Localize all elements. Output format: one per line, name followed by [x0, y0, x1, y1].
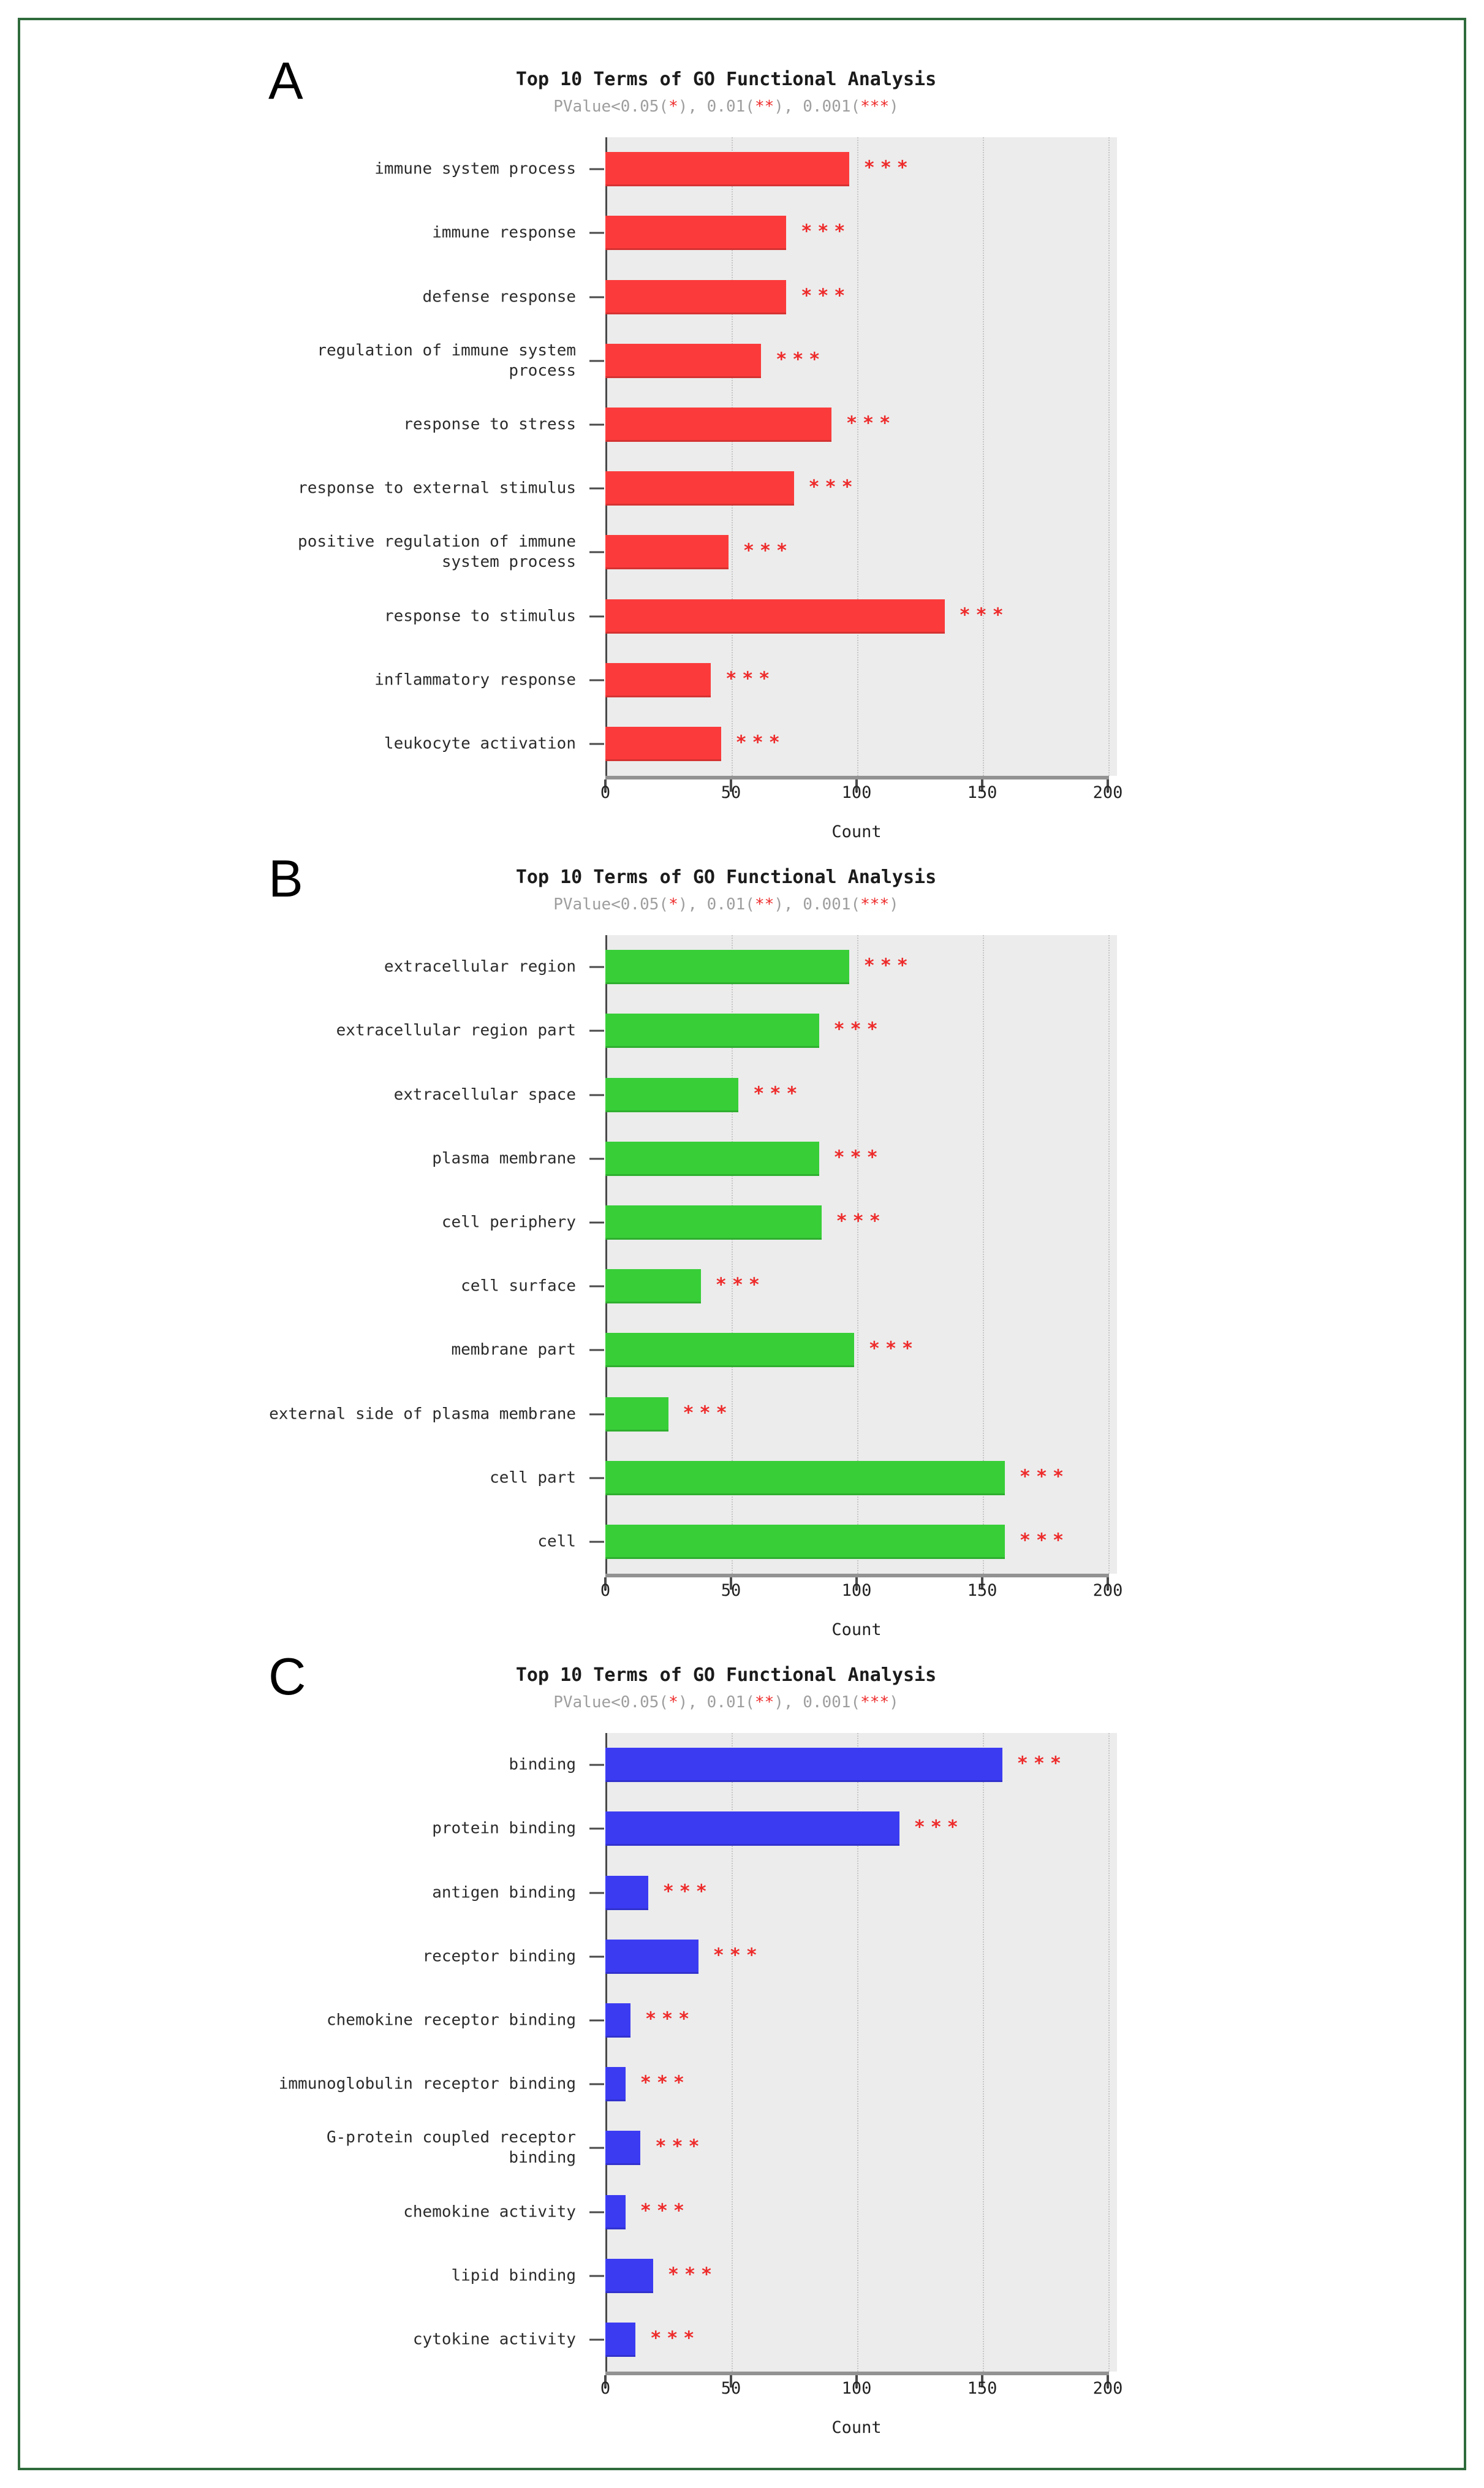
bar: [605, 1876, 648, 1910]
category-label: extracellular space: [393, 1085, 576, 1104]
y-tick-mark: [589, 2084, 604, 2085]
bar: [605, 1397, 668, 1432]
significance-stars: ***: [1019, 1530, 1070, 1552]
bar: [605, 152, 849, 186]
category-label: extracellular region: [384, 957, 576, 976]
bar-row: [257, 1510, 1176, 1574]
bar: [605, 1461, 1005, 1495]
y-tick-mark: [589, 2338, 604, 2340]
category-label: protein binding: [432, 1819, 576, 1838]
bar: [605, 2195, 626, 2229]
significance-stars: ***: [801, 221, 851, 243]
significance-stars: ***: [667, 2264, 718, 2286]
bar-row: [257, 935, 1176, 999]
bar-row: [257, 1925, 1176, 1989]
bar-row: [257, 712, 1176, 776]
x-tick-label: 150: [967, 783, 998, 802]
x-tick-label: 0: [600, 783, 611, 802]
bar: [605, 950, 849, 984]
bar-row: [257, 1318, 1176, 1382]
category-label: response to stress: [403, 415, 576, 434]
significance-stars: ***: [863, 955, 914, 977]
category-label: positive regulation of immune system process: [298, 533, 576, 572]
y-tick-mark: [589, 296, 604, 298]
chart-title: Top 10 Terms of GO Functional Analysis: [515, 1664, 937, 1686]
bar: [605, 2067, 626, 2101]
significance-stars: ***: [959, 604, 1009, 626]
category-label: cell part: [490, 1468, 576, 1487]
bar-row: [257, 1254, 1176, 1318]
category-label: response to stimulus: [384, 607, 576, 626]
category-label: leukocyte activation: [384, 734, 576, 753]
panel-letter: C: [268, 1648, 306, 1706]
bar: [605, 663, 711, 697]
bar: [605, 1940, 698, 1974]
bar-row: [257, 1446, 1176, 1510]
significance-stars: ***: [914, 1816, 964, 1838]
bar-rows: [257, 935, 1176, 1574]
category-label: response to external stimulus: [298, 479, 576, 498]
significance-stars: ***: [808, 476, 858, 498]
significance-stars: ***: [1019, 1466, 1070, 1488]
y-tick-mark: [589, 1892, 604, 1894]
bar-row: [257, 1127, 1176, 1191]
x-axis-title: Count: [831, 2418, 882, 2437]
y-tick-mark: [589, 2275, 604, 2277]
bar: [605, 1333, 854, 1367]
bar-row: [257, 2180, 1176, 2243]
significance-stars: ***: [640, 2199, 690, 2221]
y-tick-mark: [589, 1955, 604, 1957]
y-tick-mark: [589, 1286, 604, 1288]
bar: [605, 599, 945, 634]
significance-stars: ***: [735, 732, 786, 754]
category-label: chemokine receptor binding: [327, 2011, 576, 2030]
category-label: G-protein coupled receptor binding: [327, 2128, 576, 2168]
y-tick-mark: [589, 1349, 604, 1351]
significance-stars: ***: [833, 1147, 884, 1169]
x-tick-label: 100: [841, 2379, 872, 2398]
category-label: plasma membrane: [432, 1149, 576, 1168]
significance-stars: ***: [776, 349, 826, 371]
significance-stars: ***: [846, 412, 896, 434]
x-tick-label: 150: [967, 1581, 998, 1600]
category-label: cell: [537, 1532, 576, 1551]
chart-title: Top 10 Terms of GO Functional Analysis: [515, 867, 937, 888]
significance-stars: ***: [725, 668, 776, 690]
bar-row: [257, 2308, 1176, 2372]
bar: [605, 1525, 1005, 1559]
category-label: membrane part: [451, 1340, 576, 1359]
y-tick-mark: [589, 360, 604, 362]
bar-row: [257, 584, 1176, 648]
bar-row: [257, 2052, 1176, 2116]
category-label: lipid binding: [451, 2266, 576, 2285]
significance-stars: ***: [713, 1944, 763, 1967]
bar: [605, 1014, 819, 1048]
bar-row: [257, 2244, 1176, 2308]
category-label: antigen binding: [432, 1883, 576, 1902]
significance-stars: ***: [662, 1880, 713, 1902]
significance-stars: ***: [836, 1210, 886, 1232]
significance-stars: ***: [868, 1338, 919, 1360]
y-tick-mark: [589, 615, 604, 617]
y-tick-mark: [589, 1413, 604, 1415]
y-tick-mark: [589, 2211, 604, 2213]
significance-stars: ***: [683, 1401, 733, 1424]
x-axis-title: Count: [831, 1620, 882, 1639]
go-panel-c: [0, 1633, 1484, 2437]
bar: [605, 2259, 653, 2293]
bar-row: [257, 1382, 1176, 1446]
category-label: binding: [509, 1755, 576, 1774]
x-tick-label: 100: [841, 1581, 872, 1600]
y-tick-mark: [589, 966, 604, 968]
significance-stars: ***: [753, 1082, 803, 1104]
x-tick-label: 50: [721, 2379, 741, 2398]
significance-stars: ***: [743, 540, 793, 562]
bar-row: [257, 457, 1176, 520]
bar: [605, 2323, 635, 2357]
chart-title: Top 10 Terms of GO Functional Analysis: [515, 69, 937, 90]
bar-row: [257, 329, 1176, 393]
x-tick-label: 200: [1092, 783, 1123, 802]
y-tick-mark: [589, 552, 604, 553]
chart-subtitle: PValue<0.05(*), 0.01(**), 0.001(***): [553, 1693, 899, 1712]
category-label: immune system process: [374, 159, 576, 178]
bar: [605, 1748, 1002, 1782]
y-tick-mark: [589, 1828, 604, 1830]
bar-row: [257, 1063, 1176, 1126]
category-label: regulation of immune system process: [317, 341, 576, 380]
y-tick-mark: [589, 2147, 604, 2149]
y-tick-mark: [589, 1221, 604, 1223]
bar: [605, 1205, 822, 1240]
significance-stars: ***: [645, 2008, 695, 2030]
chart-subtitle: PValue<0.05(*), 0.01(**), 0.001(***): [553, 97, 899, 116]
category-label: immune response: [432, 223, 576, 242]
category-label: extracellular region part: [336, 1021, 576, 1040]
bar: [605, 1078, 738, 1112]
x-tick-label: 200: [1092, 2379, 1123, 2398]
bar-row: [257, 1191, 1176, 1254]
x-axis-title: Count: [831, 822, 882, 841]
bar-row: [257, 520, 1176, 584]
bar-rows: [257, 137, 1176, 776]
bar-row: [257, 1733, 1176, 1797]
significance-stars: ***: [833, 1018, 884, 1041]
bar: [605, 408, 831, 442]
y-tick-mark: [589, 743, 604, 745]
x-tick-label: 200: [1092, 1581, 1123, 1600]
category-label: receptor binding: [422, 1947, 576, 1966]
bar: [605, 535, 729, 569]
bar-row: [257, 648, 1176, 712]
category-label: cell surface: [461, 1276, 576, 1295]
significance-stars: ***: [715, 1274, 765, 1296]
panel-letter: A: [268, 52, 303, 110]
category-label: inflammatory response: [374, 670, 576, 689]
y-tick-mark: [589, 1094, 604, 1096]
bar: [605, 216, 786, 250]
y-tick-mark: [589, 1764, 604, 1766]
x-tick-label: 150: [967, 2379, 998, 2398]
bar-row: [257, 2116, 1176, 2180]
bar-row: [257, 999, 1176, 1063]
significance-stars: ***: [655, 2136, 705, 2158]
significance-stars: ***: [1016, 1753, 1067, 1775]
bar: [605, 1142, 819, 1176]
significance-stars: ***: [863, 157, 914, 179]
y-tick-mark: [589, 679, 604, 681]
category-label: immunoglobulin receptor binding: [278, 2074, 576, 2093]
y-tick-mark: [589, 1030, 604, 1032]
category-label: chemokine activity: [403, 2202, 576, 2221]
category-label: cytokine activity: [412, 2330, 576, 2349]
bar-row: [257, 265, 1176, 328]
go-panel-a: [0, 37, 1484, 841]
y-tick-mark: [589, 1158, 604, 1159]
y-tick-mark: [589, 232, 604, 234]
bar: [605, 471, 794, 506]
y-tick-mark: [589, 488, 604, 490]
y-tick-mark: [589, 1477, 604, 1479]
bar-row: [257, 1989, 1176, 2052]
bar-row: [257, 201, 1176, 265]
bar-rows: [257, 1733, 1176, 2372]
y-tick-mark: [589, 1541, 604, 1542]
bar-row: [257, 137, 1176, 201]
x-tick-label: 50: [721, 1581, 741, 1600]
category-label: external side of plasma membrane: [269, 1405, 576, 1424]
significance-stars: ***: [650, 2327, 700, 2350]
bar: [605, 344, 761, 378]
significance-stars: ***: [801, 284, 851, 306]
bar-row: [257, 1797, 1176, 1860]
category-label: cell periphery: [441, 1213, 576, 1232]
bar: [605, 2003, 630, 2038]
bar: [605, 1269, 701, 1303]
category-label: defense response: [422, 287, 576, 306]
chart-subtitle: PValue<0.05(*), 0.01(**), 0.001(***): [553, 895, 899, 914]
bar-row: [257, 393, 1176, 457]
y-tick-mark: [589, 2019, 604, 2021]
x-tick-label: 50: [721, 783, 741, 802]
bar: [605, 727, 721, 761]
x-tick-label: 0: [600, 1581, 611, 1600]
go-panel-b: [0, 835, 1484, 1639]
y-tick-mark: [589, 423, 604, 425]
x-tick-label: 0: [600, 2379, 611, 2398]
bar: [605, 2131, 640, 2165]
panel-letter: B: [268, 850, 303, 908]
bar: [605, 280, 786, 314]
bar-row: [257, 1860, 1176, 1924]
significance-stars: ***: [640, 2072, 690, 2094]
x-tick-label: 100: [841, 783, 872, 802]
bar: [605, 1811, 899, 1846]
y-tick-mark: [589, 169, 604, 170]
